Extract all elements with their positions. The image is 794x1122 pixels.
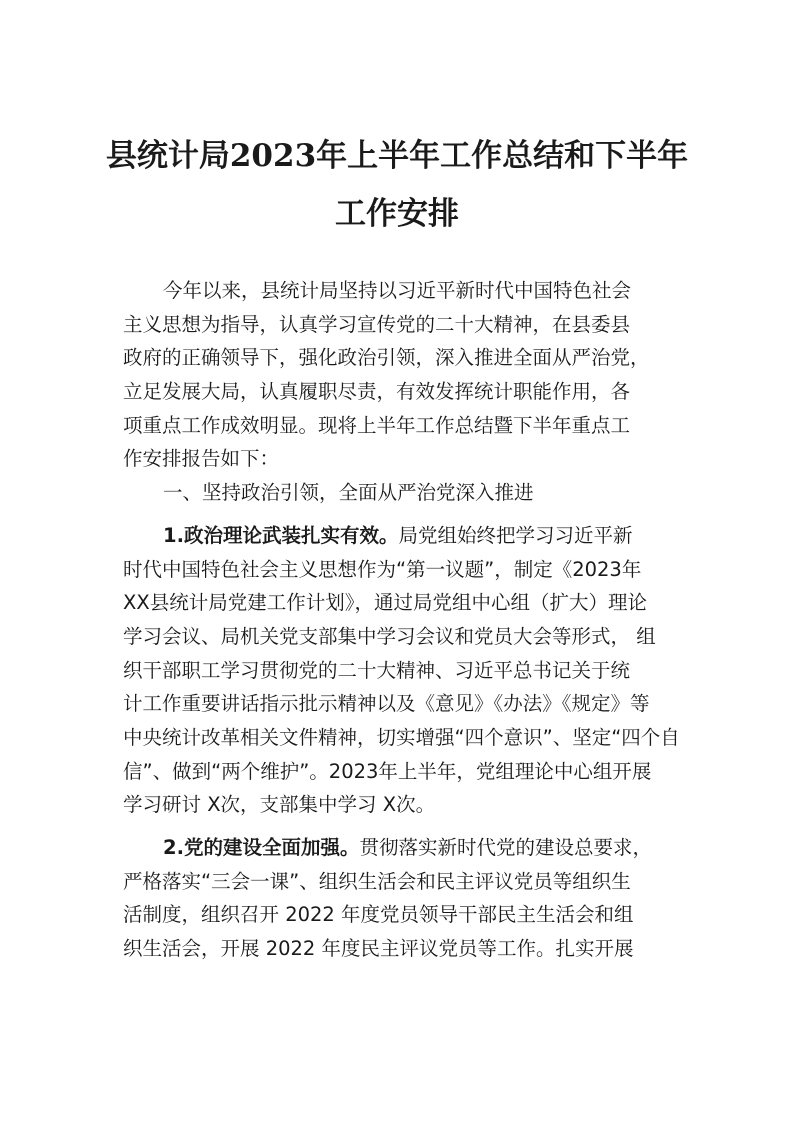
intro-line: 项重点工作成效明显。现将上半年工作总结暨下半年重点工 (123, 413, 631, 437)
item1-line: 织干部职工学习贯彻党的二十大精神、习近平总书记关于统 (123, 658, 631, 682)
item1-first-line-text: 局党组始终把学习习近平新 (398, 523, 633, 547)
item1-line: 计工作重要讲话指示批示精神以及《意见》《办法》《规定》等 (123, 692, 650, 716)
item1-line: 学习会议、局机关党支部集中学习会议和党员大会等形式， 组 (123, 624, 656, 648)
intro-line: 主义思想为指导，认真学习宣传党的二十大精神，在县委县 (123, 312, 631, 336)
item2-line: 活制度，组织召开 2022 年度党员领导干部民主生活会和组 (123, 903, 634, 927)
item1-line: XX县统计局党建工作计划》，通过局党组中心组（扩大）理论 (123, 591, 647, 615)
item2-first-line-text: 贯彻落实新时代党的建设总要求， (359, 836, 652, 859)
item1-line: 中央统计改革相关文件精神，切实增强“四个意识”、坚定“四个自 (123, 725, 680, 749)
document-title-line-1: 县统计局2023年上半年工作总结和下半年 (105, 138, 689, 174)
intro-line: 作安排报告如下： (123, 447, 280, 471)
document-title-line-2: 工作安排 (335, 196, 459, 232)
document-body (123, 274, 683, 966)
item2-line: 织生活会，开展 2022 年度民主评议党员等工作。扎实开展 (123, 937, 634, 961)
item1-line: 时代中国特色社会主义思想作为“第一议题”，制定《2023年 (123, 557, 642, 581)
item2-heading: 2.党的建设全面加强。 (163, 836, 360, 859)
item1-heading: 1.政治理论武装扎实有效。 (163, 523, 399, 547)
item1-first-line (123, 519, 683, 553)
item1-line: 信”、做到“两个维护”。2023年上半年，党组理论中心组开展 (123, 759, 652, 783)
intro-line: 政府的正确领导下，强化政治引领，深入推进全面从严治党， (123, 346, 650, 370)
item2-line: 严格落实“三会一课”、组织生活会和民主评议党员等组织生 (123, 869, 631, 893)
intro-line: 今年以来，县统计局坚持以习近平新时代中国特色社会 (163, 279, 632, 302)
section-heading: 一、坚持政治引领，全面从严治党深入推进 (163, 481, 534, 505)
item2-first-line (123, 831, 683, 865)
item1-line: 学习研讨 X次，支部集中学习 X次。 (123, 793, 436, 817)
intro-line: 立足发展大局，认真履职尽责，有效发挥统计职能作用，各 (123, 380, 631, 404)
